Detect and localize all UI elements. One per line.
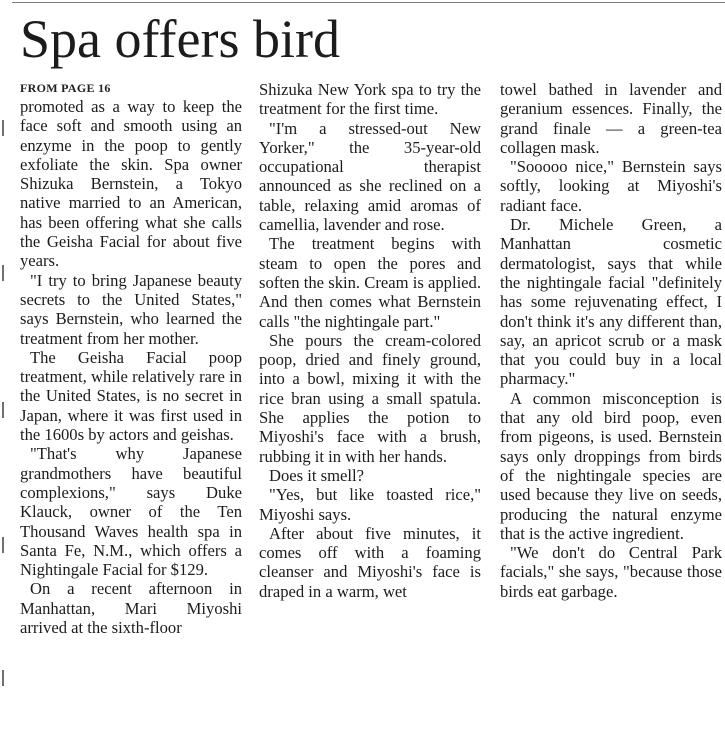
column-2 [259,80,481,733]
paragraph: "I try to bring Japanese beauty secrets to the United States," says Bernstein, who learned the treatment from her mother. [20,270,242,348]
paragraph: "Yes, but like toasted rice," Miyoshi says. [259,485,481,524]
paragraph: After about five minutes, it comes off with a foaming cleanser and Miyoshi's face is draped in a warm, wet [259,523,481,601]
paragraph: The treatment begins with steam to open the pores and soften the skin. Cream is applied. And then comes what Bernstein calls "the nightingale part." [259,234,481,331]
paragraph: Shizuka New York spa to try the treatment for the first time. [259,80,481,119]
top-rule [12,2,725,3]
paragraph: Dr. Michele Green, a Manhattan cosmetic dermatologist, says that while the nightingale facial "definitely has some rejuvenating effect, I don't think it's any different than, say, an apricot scrub or a mask that you could buy in a local pharmacy." [500,215,722,389]
paragraph: "I'm a stressed-out New Yorker," the 35-year-old occupational therapist announced as she reclined on a table, relaxing amid aromas of camellia, lavender and rose. [259,118,481,235]
article-columns [20,80,725,733]
paragraph: "That's why Japanese grandmothers have beautiful complexions," says Duke Klauck, owner of the Ten Thousand Waves health spa in Santa Fe, N.M., which offers a Nightingale Facial for $129. [20,444,242,580]
left-margin-marks [0,0,10,733]
paragraph: "We don't do Central Park facials," she says, "because those birds eat garbage. [500,543,722,601]
paragraph: promoted as a way to keep the face soft and smooth using an enzyme in the poop to gently exfoliate the skin. Spa owner Shizuka Bernstein, a Tokyo native married to an American, has been offering what she calls the Geisha Facial for about five years. [20,97,242,271]
continued-from-label: FROM PAGE 16 [20,81,111,95]
paragraph: "Sooooo nice," Bernstein says softly, looking at Miyoshi's radiant face. [500,157,722,215]
paragraph: She pours the cream-colored poop, dried and finely ground, into a bowl, mixing it with the rice bran using a small spatula. She applies the potion to Miyoshi's face with a brush, rubbing it in with her hands. [259,330,481,466]
paragraph: A common misconception is that any old bird poop, even from pigeons, is used. Bernstein says only droppings from birds of the nightingale species are used because they live on seeds, producing the natural enzyme that is the active ingredient. [500,388,722,543]
paragraph: Does it smell? [269,465,364,485]
paragraph: The Geisha Facial poop treatment, while relatively rare in the United States, is no secret in Japan, where it was first used in the 1600s by actors and geishas. [20,347,242,445]
paragraph: On a recent afternoon in Manhattan, Mari Miyoshi arrived at the sixth-floor [20,579,242,638]
column-3 [500,80,722,733]
headline: Spa offers bird [20,9,340,69]
paragraph: towel bathed in lavender and geranium essences. Finally, the grand finale — a green-tea collagen mask. [500,80,722,157]
column-1 [20,80,242,733]
